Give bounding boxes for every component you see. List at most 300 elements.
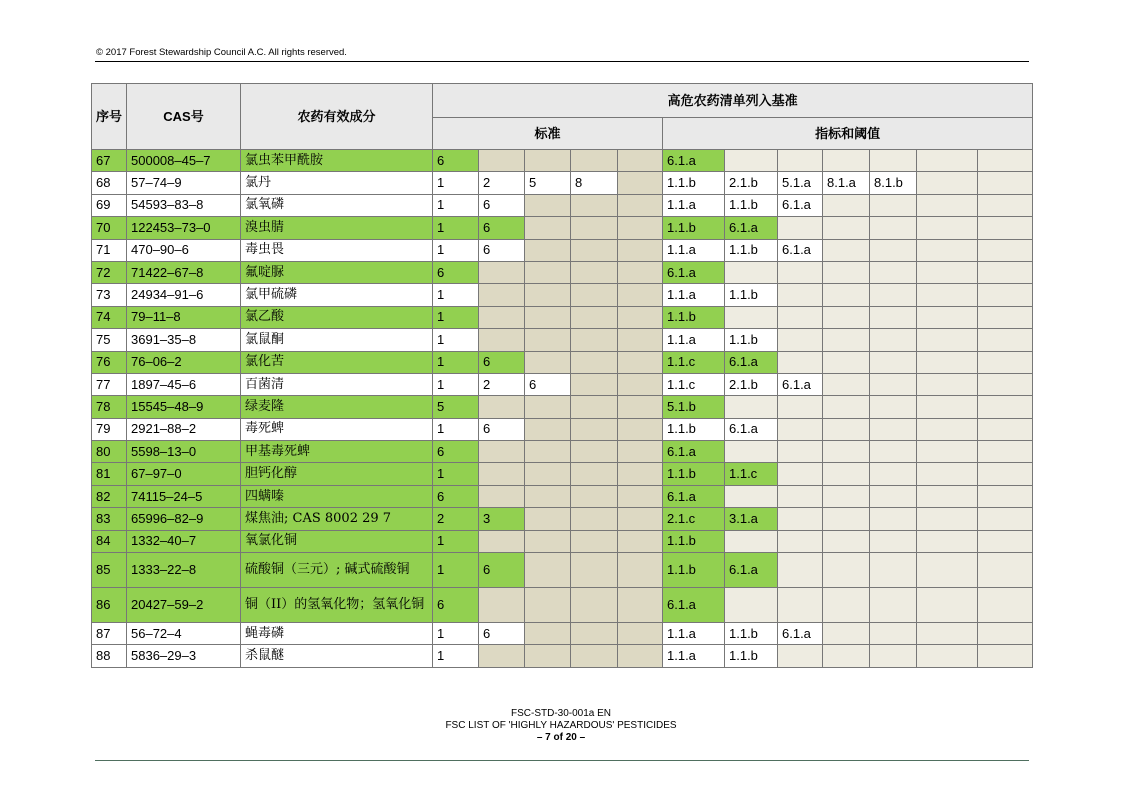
cas-number-cell: 74115–24–5 [127,485,241,507]
indicator-cell [978,373,1033,395]
indicator-cell [823,150,870,172]
criteria-cell [525,623,571,645]
ingredient-cell: 氧氯化铜 [241,530,433,552]
criteria-cell [618,194,663,216]
criteria-cell [571,623,618,645]
indicator-cell [778,261,823,283]
col-ingredient-header: 农药有效成分 [241,84,433,150]
indicator-cell [917,150,978,172]
indicator-cell [978,530,1033,552]
indicator-cell [978,396,1033,418]
indicator-cell [725,396,778,418]
indicator-cell [823,261,870,283]
row-seq-cell: 69 [92,194,127,216]
criteria-cell: 1 [433,351,479,373]
row-seq-cell: 82 [92,485,127,507]
indicator-cell [778,418,823,440]
indicator-cell [823,463,870,485]
indicator-cell: 1.1.c [725,463,778,485]
criteria-cell [618,261,663,283]
ingredient-cell: 杀鼠醚 [241,645,433,667]
indicator-cell [978,306,1033,328]
criteria-cell [618,485,663,507]
indicator-cell [917,284,978,306]
criteria-cell [618,217,663,239]
criteria-cell [525,588,571,623]
cas-number-cell: 79–11–8 [127,306,241,328]
indicator-cell: 1.1.a [663,623,725,645]
criteria-cell [571,418,618,440]
indicator-cell [823,284,870,306]
row-seq-cell: 75 [92,329,127,351]
indicator-cell [778,553,823,588]
criteria-cell [618,553,663,588]
row-seq-cell: 67 [92,150,127,172]
indicator-cell [823,485,870,507]
col-seq-header: 序号 [92,84,127,150]
criteria-cell [525,485,571,507]
criteria-cell [525,530,571,552]
criteria-cell: 6 [479,418,525,440]
indicator-cell: 6.1.a [778,623,823,645]
criteria-cell: 1 [433,623,479,645]
indicator-cell [870,194,917,216]
indicator-cell: 1.1.b [663,463,725,485]
criteria-cell [618,418,663,440]
row-seq-cell: 79 [92,418,127,440]
indicator-cell: 1.1.b [663,306,725,328]
criteria-cell: 6 [479,194,525,216]
criteria-cell [525,150,571,172]
indicator-cell: 1.1.b [725,329,778,351]
criteria-cell [571,396,618,418]
criteria-cell [618,329,663,351]
row-seq-cell: 77 [92,373,127,395]
indicator-cell [870,553,917,588]
criteria-cell [525,508,571,530]
criteria-cell [525,645,571,667]
indicator-cell [870,441,917,463]
table-row [92,172,1033,194]
criteria-cell: 1 [433,306,479,328]
cas-number-cell: 56–72–4 [127,623,241,645]
indicator-cell [823,508,870,530]
criteria-cell [571,284,618,306]
criteria-cell: 1 [433,284,479,306]
indicator-cell [978,485,1033,507]
footer-standard-code: FSC-STD-30-001a EN [510,708,612,719]
indicator-cell [870,530,917,552]
cas-number-cell: 71422–67–8 [127,261,241,283]
row-seq-cell: 76 [92,351,127,373]
row-seq-cell: 84 [92,530,127,552]
criteria-cell: 1 [433,463,479,485]
indicator-cell: 1.1.b [663,172,725,194]
indicator-cell: 6.1.a [725,418,778,440]
row-seq-cell: 73 [92,284,127,306]
ingredient-cell: 百菌清 [241,373,433,395]
indicator-cell [725,485,778,507]
indicator-cell [870,645,917,667]
indicator-cell: 1.1.a [663,239,725,261]
criteria-cell: 6 [479,239,525,261]
table-row [92,284,1033,306]
indicator-cell [917,463,978,485]
table-row [92,261,1033,283]
criteria-cell: 6 [479,217,525,239]
criteria-cell [571,485,618,507]
criteria-cell [571,351,618,373]
indicator-cell [978,463,1033,485]
ingredient-cell: 氯丹 [241,172,433,194]
criteria-cell [618,172,663,194]
header-rule [95,61,1029,62]
criteria-cell [571,588,618,623]
criteria-cell [618,441,663,463]
criteria-cell [571,373,618,395]
criteria-cell [571,194,618,216]
criteria-cell [618,508,663,530]
cas-number-cell: 54593–83–8 [127,194,241,216]
indicator-cell [778,306,823,328]
indicator-cell [725,150,778,172]
indicator-cell: 1.1.a [663,194,725,216]
ingredient-cell: 溴虫腈 [241,217,433,239]
criteria-cell [479,329,525,351]
table-row [92,351,1033,373]
indicator-cell [917,485,978,507]
criteria-cell: 6 [479,351,525,373]
indicator-cell [725,261,778,283]
criteria-cell [479,530,525,552]
indicator-cell [917,418,978,440]
indicator-cell [978,150,1033,172]
indicator-cell [823,553,870,588]
indicator-cell [917,530,978,552]
table-row [92,373,1033,395]
indicator-cell [978,239,1033,261]
row-seq-cell: 88 [92,645,127,667]
cas-number-cell: 65996–82–9 [127,508,241,530]
indicator-cell: 6.1.a [663,485,725,507]
row-seq-cell: 86 [92,588,127,623]
indicator-cell [917,508,978,530]
criteria-cell [525,261,571,283]
criteria-cell [525,284,571,306]
criteria-cell: 6 [433,261,479,283]
criteria-cell [479,485,525,507]
indicator-cell: 6.1.a [778,194,823,216]
indicator-cell [778,645,823,667]
indicator-cell [823,623,870,645]
criteria-cell: 1 [433,373,479,395]
indicator-cell [725,530,778,552]
indicator-cell [823,217,870,239]
indicator-cell [917,553,978,588]
ingredient-cell: 毒虫畏 [241,239,433,261]
indicator-cell [917,261,978,283]
ingredient-cell: 四螨嗪 [241,485,433,507]
criteria-cell [525,463,571,485]
indicator-cell [917,441,978,463]
indicator-cell [978,217,1033,239]
indicator-cell [870,623,917,645]
criteria-cell [571,645,618,667]
ingredient-cell: 甲基毒死蜱 [241,441,433,463]
criteria-cell [618,396,663,418]
indicator-cell [917,329,978,351]
indicator-cell: 1.1.b [663,418,725,440]
indicator-cell [823,530,870,552]
row-seq-cell: 81 [92,463,127,485]
criteria-cell [571,306,618,328]
indicator-cell [725,306,778,328]
indicator-cell: 5.1.a [778,172,823,194]
indicator-cell: 6.1.a [663,150,725,172]
indicator-cell [778,217,823,239]
criteria-cell [618,306,663,328]
table-row [92,418,1033,440]
criteria-cell [618,645,663,667]
ingredient-cell: 氯化苦 [241,351,433,373]
indicator-cell: 1.1.c [663,351,725,373]
criteria-cell: 5 [433,396,479,418]
table-row [92,217,1033,239]
indicator-cell [778,351,823,373]
criteria-cell: 6 [525,373,571,395]
indicator-cell [778,284,823,306]
indicator-cell [823,373,870,395]
indicator-cell [870,217,917,239]
criteria-cell [618,588,663,623]
cas-number-cell: 500008–45–7 [127,150,241,172]
indicator-cell [870,588,917,623]
criteria-cell [525,306,571,328]
indicator-cell [917,306,978,328]
indicator-cell [978,418,1033,440]
indicator-cell [978,645,1033,667]
criteria-cell [571,553,618,588]
row-seq-cell: 83 [92,508,127,530]
row-seq-cell: 71 [92,239,127,261]
ingredient-cell: 氯甲硫磷 [241,284,433,306]
indicator-cell: 6.1.a [663,261,725,283]
indicator-cell: 1.1.b [725,623,778,645]
indicator-cell [778,463,823,485]
indicator-cell [870,418,917,440]
criteria-cell [479,284,525,306]
criteria-cell: 6 [433,150,479,172]
indicator-cell [778,485,823,507]
indicator-cell [823,351,870,373]
criteria-cell [571,239,618,261]
criteria-cell [479,396,525,418]
indicator-cell: 6.1.a [725,351,778,373]
criteria-cell: 8 [571,172,618,194]
cas-number-cell: 15545–48–9 [127,396,241,418]
criteria-cell [479,645,525,667]
criteria-cell [479,463,525,485]
criteria-cell [525,418,571,440]
indicator-cell [978,588,1033,623]
table-row [92,623,1033,645]
ingredient-cell: 氯氧磷 [241,194,433,216]
criteria-cell: 6 [479,623,525,645]
hazardous-pesticides-table [91,83,1033,668]
indicator-cell [917,373,978,395]
criteria-cell [618,463,663,485]
cas-number-cell: 1897–45–6 [127,373,241,395]
indicator-cell [778,508,823,530]
criteria-cell [618,351,663,373]
criteria-cell [618,530,663,552]
indicator-cell [917,396,978,418]
criteria-cell [525,217,571,239]
indicator-cell [870,508,917,530]
criteria-cell [479,306,525,328]
table-row [92,645,1033,667]
criteria-cell: 6 [433,485,479,507]
indicator-cell [978,284,1033,306]
criteria-cell [479,261,525,283]
indicator-cell [823,645,870,667]
footer-page-number: – 7 of 20 – [536,732,586,743]
criteria-cell [618,150,663,172]
ingredient-cell: 胆钙化醇 [241,463,433,485]
table-row [92,150,1033,172]
cas-number-cell: 67–97–0 [127,463,241,485]
table-row [92,588,1033,623]
table-row [92,553,1033,588]
criteria-cell [571,530,618,552]
criteria-cell: 1 [433,239,479,261]
criteria-cell [618,623,663,645]
indicator-cell [917,351,978,373]
indicator-cell [778,588,823,623]
indicator-cell: 1.1.c [663,373,725,395]
criteria-cell [525,329,571,351]
indicator-cell [917,194,978,216]
criteria-cell: 6 [479,553,525,588]
row-seq-cell: 72 [92,261,127,283]
indicator-cell [870,239,917,261]
indicator-cell [823,396,870,418]
indicator-cell: 6.1.a [725,217,778,239]
indicator-cell [778,530,823,552]
indicator-cell: 1.1.b [663,217,725,239]
criteria-cell [525,396,571,418]
indicator-cell [870,150,917,172]
indicator-cell [778,329,823,351]
indicator-cell [823,418,870,440]
table-row [92,194,1033,216]
criteria-cell [479,150,525,172]
indicator-cell [917,172,978,194]
criteria-header: 标准 [433,118,663,150]
row-seq-cell: 74 [92,306,127,328]
indicator-cell [725,441,778,463]
indicator-cell [870,396,917,418]
indicator-cell [978,441,1033,463]
row-seq-cell: 70 [92,217,127,239]
indicator-cell [823,441,870,463]
indicator-cell [870,463,917,485]
indicator-cell: 8.1.a [823,172,870,194]
criteria-cell [571,329,618,351]
indicator-cell [823,239,870,261]
indicator-cell [978,194,1033,216]
indicator-cell: 6.1.a [725,553,778,588]
criteria-cell [571,441,618,463]
criteria-cell: 1 [433,217,479,239]
table-body [92,150,1033,668]
indicator-cell: 6.1.a [663,588,725,623]
table-row [92,396,1033,418]
indicator-cell [870,261,917,283]
criteria-cell: 2 [479,373,525,395]
indicator-cell [917,217,978,239]
indicator-cell [823,329,870,351]
indicator-cell: 1.1.a [663,645,725,667]
indicator-cell: 6.1.a [663,441,725,463]
row-seq-cell: 80 [92,441,127,463]
criteria-cell [525,441,571,463]
criteria-cell [571,261,618,283]
ingredient-cell: 氯乙酸 [241,306,433,328]
indicator-cell: 1.1.a [663,284,725,306]
criteria-cell [525,194,571,216]
ingredient-cell: 煤焦油; CAS 8002 29 7 [241,508,433,530]
indicator-cell [917,588,978,623]
ingredient-cell: 氯鼠酮 [241,329,433,351]
indicator-cell [778,396,823,418]
ingredient-cell: 铜（II）的氢氧化物；氢氧化铜 [241,588,433,623]
indicator-cell: 1.1.b [725,284,778,306]
criteria-cell: 1 [433,645,479,667]
cas-number-cell: 76–06–2 [127,351,241,373]
criteria-cell [571,508,618,530]
criteria-cell: 1 [433,329,479,351]
criteria-cell: 1 [433,194,479,216]
indicator-cell [978,329,1033,351]
indicator-cell [917,239,978,261]
indicators-header: 指标和阈值 [663,118,1033,150]
cas-number-cell: 1332–40–7 [127,530,241,552]
indicator-cell: 6.1.a [778,373,823,395]
table-row [92,329,1033,351]
row-seq-cell: 85 [92,553,127,588]
indicator-cell [978,261,1033,283]
criteria-cell [479,588,525,623]
indicator-cell [870,306,917,328]
indicator-cell [978,351,1033,373]
criteria-cell: 6 [433,441,479,463]
indicator-cell: 6.1.a [778,239,823,261]
indicator-cell [978,508,1033,530]
indicator-cell: 1.1.b [725,239,778,261]
table-row [92,239,1033,261]
criteria-cell [571,463,618,485]
cas-number-cell: 1333–22–8 [127,553,241,588]
cas-number-cell: 122453–73–0 [127,217,241,239]
ingredient-cell: 氯虫苯甲酰胺 [241,150,433,172]
indicator-cell: 1.1.b [725,645,778,667]
table-row [92,463,1033,485]
ingredient-cell: 毒死蜱 [241,418,433,440]
criteria-cell [618,373,663,395]
indicator-cell [978,172,1033,194]
indicator-cell [978,623,1033,645]
